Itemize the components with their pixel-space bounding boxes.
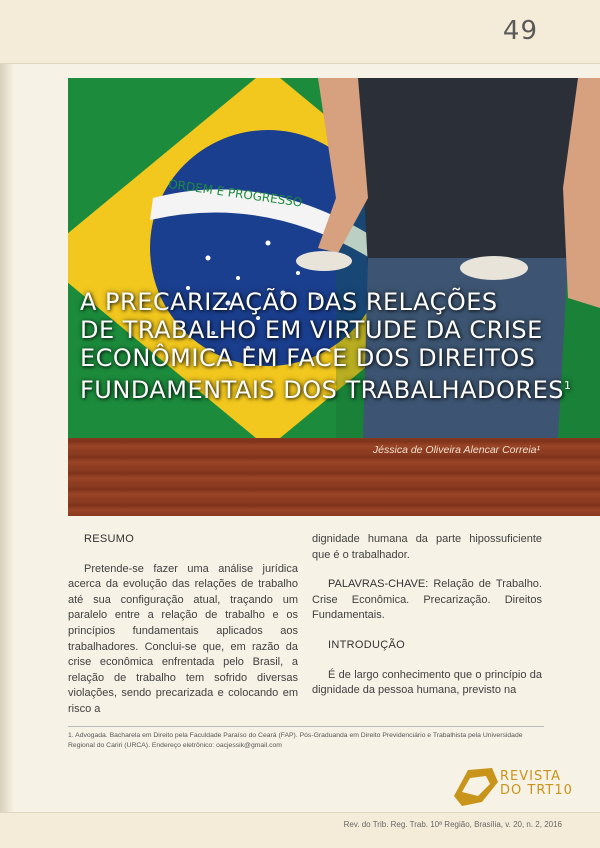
flag-motto: ORDEM E PROGRESSO	[167, 176, 304, 210]
page-binding-shadow	[0, 0, 14, 848]
article-title	[80, 288, 580, 404]
footer-band	[0, 812, 600, 848]
resumo-continuation: dignidade humana da parte hipossuficiente que é o trabalhador.	[312, 533, 542, 561]
left-column	[68, 532, 298, 732]
logo-line: DO TRT10	[500, 783, 573, 798]
author-name: Jéssica de Oliveira Alencar Correia¹	[372, 444, 540, 456]
intro-heading: INTRODUÇÃO	[328, 638, 405, 651]
keywords-paragraph	[312, 577, 542, 624]
title-line-text: FUNDAMENTAIS DOS TRABALHADORES	[80, 376, 564, 404]
hero-image	[68, 78, 600, 438]
intro-paragraph: É de largo conhecimento que o princípio da dignidade da pessoa humana, previsto na	[312, 668, 542, 697]
keywords-text: Relação de Trabalho. Crise Econômica. Precarização. Direitos Fundamentais.	[312, 578, 542, 622]
footer-citation: Rev. do Trib. Reg. Trab. 10ª Região, Brasília, v. 20, n. 2, 2016	[343, 820, 562, 829]
title-footnote-ref: 1	[563, 379, 572, 392]
title-line: DE TRABALHO EM VIRTUDE DA CRISE	[80, 316, 543, 344]
page-number: 49	[502, 16, 538, 46]
footnote: 1. Advogada. Bacharela em Direito pela Faculdade Paraíso do Ceará (FAP). Pós-Graduanda em Direito Previdenciário e Trabalhista pela Universidade Regional do Cariri (URCA). Endereço eletrônico: oacjessik@gmail.com	[68, 726, 544, 751]
logo-text	[500, 770, 573, 798]
logo-line: REVISTA	[500, 769, 562, 784]
title-line: A PRECARIZAÇÃO DAS RELAÇÕES	[80, 288, 498, 316]
title-line: ECONÔMICA EM FACE DOS DIREITOS	[80, 344, 536, 372]
keywords-label: PALAVRAS-CHAVE:	[328, 578, 429, 591]
resumo-paragraph: Pretende-se fazer uma análise jurídica acerca da evolução das relações de trabalho até sua configuração atual, traçando um paralelo entre a relação de trabalho e os princípios fundamentais aplicados aos trabalhadores. Conclui-se que, em razão da crise econômica enfrentada pelo Brasil, a relação de trabalho tem sofrido diversas violações, sendo precarizada e colocando em risco a	[68, 562, 298, 715]
title-line	[80, 372, 580, 404]
resumo-heading: RESUMO	[84, 533, 135, 545]
right-column	[312, 532, 542, 713]
